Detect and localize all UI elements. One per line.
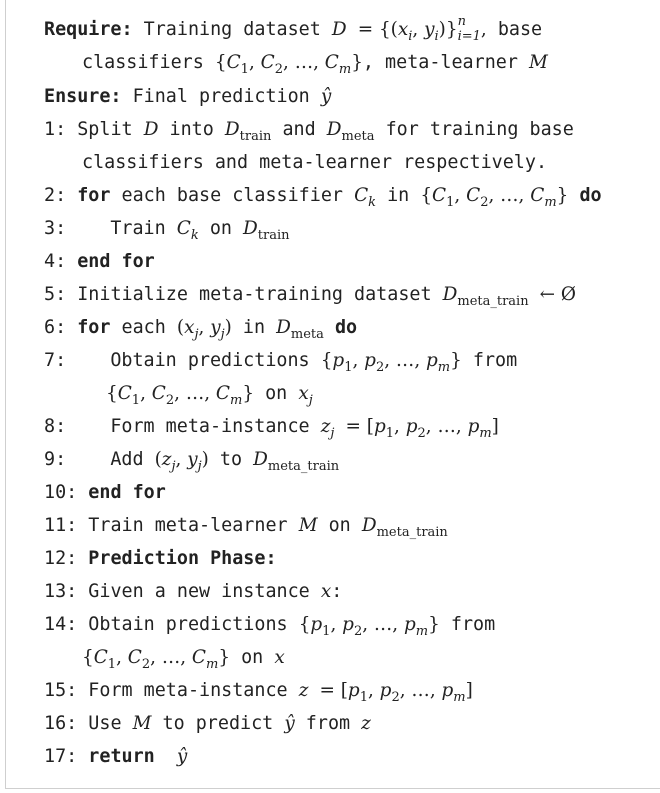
step-11: 11: Train meta-learner M on $D_{meta\_train}$ xyxy=(44,515,448,540)
text: to xyxy=(219,449,243,470)
require-label: Require: xyxy=(44,19,133,40)
text: Train meta-learner xyxy=(88,515,288,536)
line-number: 12: xyxy=(44,548,78,569)
require-line: Require: Training dataset $D = \{(x_i$, $y_i$)} n $_{i=1}$, base xyxy=(44,14,543,44)
line-number: 17: xyxy=(44,746,78,767)
step-7: 7: Obtain predictions {$p_1$, $p_2$, …, $p_m$} from xyxy=(44,350,518,375)
keyword: do xyxy=(334,317,358,338)
keyword: do xyxy=(579,185,602,206)
text: on xyxy=(265,383,288,404)
step-6: 6: for each ($x_j$, $y_j$) in $D_{meta}$ do xyxy=(44,317,358,342)
text: Given a new instance xyxy=(88,581,310,602)
text: on xyxy=(209,218,232,239)
step-15: 15: Form meta-instance $z = [p_1$, $p_2$, …, $p_m$] xyxy=(44,680,473,705)
text: Initialize meta-training dataset xyxy=(77,284,432,305)
line-number: 15: xyxy=(44,680,78,701)
text: from xyxy=(450,614,496,635)
keyword: end for xyxy=(88,482,166,503)
text: each base classifier xyxy=(121,185,343,206)
keyword: return xyxy=(88,746,155,767)
text: into xyxy=(169,119,214,140)
line-number: 8: xyxy=(44,416,67,437)
text: in xyxy=(387,185,410,206)
step-13: 13: Given a new instance x: xyxy=(44,581,343,602)
ensure-line: Ensure: Final prediction ŷ xyxy=(44,86,332,107)
line-number: 1: xyxy=(44,119,67,140)
text: Obtain predictions xyxy=(88,614,288,635)
text: Split xyxy=(77,119,133,140)
ensure-label: Ensure: xyxy=(44,86,122,107)
text: in xyxy=(242,317,266,338)
text: to predict xyxy=(162,713,274,734)
step-1-cont xyxy=(82,150,547,176)
step-5: 5: Initialize meta-training dataset $D_{meta\_train}$ ← Ø xyxy=(44,284,577,309)
text: on xyxy=(328,515,351,536)
text: from xyxy=(472,350,518,371)
line-number: 9: xyxy=(44,449,67,470)
require-line-cont: classifiers {$C_1$, $C_2$, …, $C_m$}, meta-learner M xyxy=(82,52,548,77)
step-4 xyxy=(44,249,155,275)
step-10 xyxy=(44,480,166,506)
step-7-cont: {$C_1$, $C_2$, …, $C_m$} on $x_j$ xyxy=(106,383,313,408)
text: Train xyxy=(110,218,166,239)
text: on xyxy=(241,647,264,668)
algorithm-block xyxy=(5,0,660,789)
text: Form meta-instance xyxy=(88,680,288,701)
keyword: for xyxy=(77,317,111,338)
line-number: 3: xyxy=(44,218,67,239)
text: from xyxy=(305,713,351,734)
line-number: 14: xyxy=(44,614,78,635)
line-number: 13: xyxy=(44,581,78,602)
line-number: 4: xyxy=(44,251,67,272)
text: Form meta-instance xyxy=(110,416,310,437)
step-3: 3: Train $C_k$ on $D_{train}$ xyxy=(44,218,290,243)
line-number: 6: xyxy=(44,317,67,338)
line-number: 11: xyxy=(44,515,78,536)
step-12 xyxy=(44,546,277,572)
prediction-phase-label: Prediction Phase: xyxy=(88,548,277,569)
text: Obtain predictions xyxy=(110,350,310,371)
text: Add xyxy=(110,449,144,470)
text: base xyxy=(497,19,543,40)
line-number: 2: xyxy=(44,185,67,206)
keyword: end for xyxy=(77,251,155,272)
text: for training base xyxy=(385,119,574,140)
step-16: 16: Use M to predict ŷ from z xyxy=(44,713,371,734)
step-17: 17: return ŷ xyxy=(44,746,188,767)
text: Final prediction xyxy=(132,86,310,107)
step-14-cont: {$C_1$, $C_2$, …, $C_m$} on x xyxy=(82,647,285,672)
line-number: 10: xyxy=(44,482,78,503)
step-9: 9: Add ($z_j$, $y_j$) to $D_{meta\_train}$ xyxy=(44,449,340,474)
text: Training dataset xyxy=(143,19,321,40)
keyword: for xyxy=(77,185,111,206)
line-number: 16: xyxy=(44,713,78,734)
text: classifiers xyxy=(82,52,204,73)
text: and xyxy=(282,119,316,140)
text: each xyxy=(121,317,166,338)
text: Use xyxy=(88,713,122,734)
step-1: 1: Split D into $D_{train}$ and $D_{meta}$ for training base xyxy=(44,119,574,144)
step-2: 2: for each base classifier $C_k$ in {$C_1$, $C_2$, …, $C_m$} do xyxy=(44,185,602,210)
text: classifiers and meta-learner respectively. xyxy=(82,152,548,173)
line-number: 7: xyxy=(44,350,67,371)
step-14: 14: Obtain predictions {$p_1$, $p_2$, …, $p_m$} from xyxy=(44,614,496,639)
text: meta-learner xyxy=(385,52,518,73)
step-8: 8: Form meta-instance $z_j = [p_1$, $p_2$, …, $p_m$] xyxy=(44,416,499,441)
line-number: 5: xyxy=(44,284,67,305)
